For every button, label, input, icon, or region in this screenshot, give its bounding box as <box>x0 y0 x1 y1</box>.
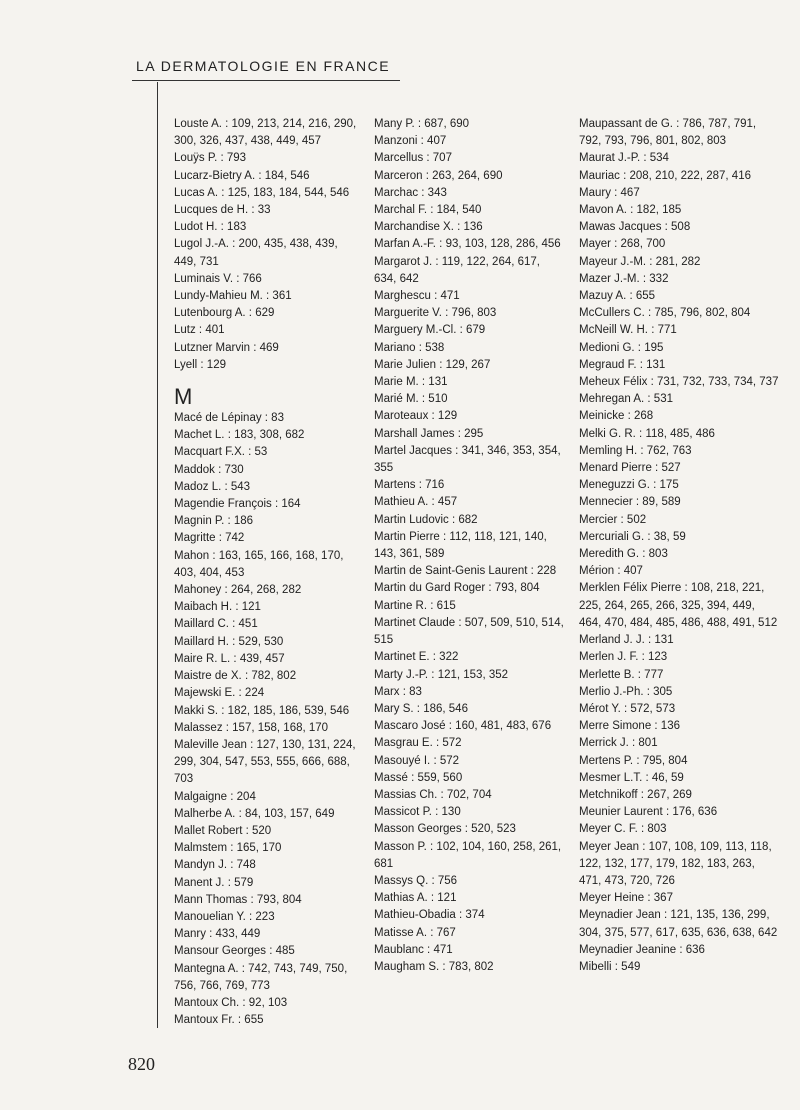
index-entry: Martens : 716 <box>374 479 445 492</box>
index-entry: Mennecier : 89, 589 <box>579 496 681 509</box>
vertical-rule <box>157 82 158 1028</box>
index-entry: Marguerite V. : 796, 803 <box>374 307 497 320</box>
index-entry: Maire R. L. : 439, 457 <box>174 652 285 665</box>
index-entry: Mantegna A. : 742, 743, 749, 750, 756, 766, 769, 773 <box>174 962 348 992</box>
index-entry: Metchnikoff : 267, 269 <box>579 788 692 801</box>
index-entry: Marghescu : 471 <box>374 290 460 303</box>
index-entry: Lucarz-Bietry A. : 184, 546 <box>174 169 310 182</box>
index-entry: Martinet E. : 322 <box>374 651 459 664</box>
index-entry: Mesmer L.T. : 46, 59 <box>579 771 684 784</box>
section-letter: M <box>174 384 193 410</box>
index-entry: Mawas Jacques : 508 <box>579 221 691 234</box>
index-entry: Lucas A. : 125, 183, 184, 544, 546 <box>174 186 350 199</box>
index-entry: Makki S. : 182, 185, 186, 539, 546 <box>174 704 350 717</box>
index-column-2 <box>374 116 564 976</box>
index-entry: Martin Ludovic : 682 <box>374 513 478 526</box>
index-entry: Masson Georges : 520, 523 <box>374 823 516 836</box>
index-entry: Massicot P. : 130 <box>374 806 461 819</box>
index-entry: Marie Julien : 129, 267 <box>374 358 491 371</box>
index-entry: Mérot Y. : 572, 573 <box>579 702 676 715</box>
index-entry: Mandyn J. : 748 <box>174 859 256 872</box>
index-entry: Mercier : 502 <box>579 513 647 526</box>
index-entry: Maillard C. : 451 <box>174 618 258 631</box>
index-entry: Maroteaux : 129 <box>374 410 458 423</box>
index-entry: Merland J. J. : 131 <box>579 634 674 647</box>
index-entry: Mahon : 163, 165, 166, 168, 170, 403, 404, 453 <box>174 549 344 579</box>
index-entry: Martinet Claude : 507, 509, 510, 514, 515 <box>374 616 564 647</box>
index-entry: Mantoux Fr. : 655 <box>174 1014 264 1027</box>
index-entry: Mary S. : 186, 546 <box>374 702 468 715</box>
index-entry: Martin Pierre : 112, 118, 121, 140, 143, 361, 589 <box>374 530 547 561</box>
index-entry: Massys Q. : 756 <box>374 874 458 887</box>
index-entry: Maublanc : 471 <box>374 943 453 956</box>
index-entry: Marty J.-P. : 121, 153, 352 <box>374 668 509 681</box>
index-entry: Martine R. : 615 <box>374 599 456 612</box>
index-entry: Mehregan A. : 531 <box>579 393 673 406</box>
index-entry: Lucques de H. : 33 <box>174 204 271 217</box>
index-entry: Magnin P. : 186 <box>174 515 254 528</box>
index-entry: Martin du Gard Roger : 793, 804 <box>374 582 540 595</box>
index-entry: Mallet Robert : 520 <box>174 824 272 837</box>
index-entry: Maupassant de G. : 786, 787, 791, 792, 793, 796, 801, 802, 803 <box>579 118 757 148</box>
index-entry: Matisse A. : 767 <box>374 926 456 939</box>
index-entry: Marie M. : 131 <box>374 376 448 389</box>
index-entry: Merklen Félix Pierre : 108, 218, 221, 225, 264, 265, 266, 325, 394, 449, 464, 470, 484, 485, 486, 488, 491, 512 <box>579 582 778 629</box>
index-entry: Meredith G. : 803 <box>579 548 668 561</box>
index-entry: Mavon A. : 182, 185 <box>579 204 682 217</box>
index-entry: Luminais V. : 766 <box>174 272 262 285</box>
header-title: LA DERMATOLOGIE EN FRANCE <box>136 58 391 74</box>
index-entry: Manouelian Y. : 223 <box>174 910 275 923</box>
index-entry: Marié M. : 510 <box>374 393 448 406</box>
index-entry: Massé : 559, 560 <box>374 771 463 784</box>
index-entry: Mazer J.-M. : 332 <box>579 272 669 285</box>
index-entry: Merre Simone : 136 <box>579 720 680 733</box>
index-entry: Madoz L. : 543 <box>174 480 251 493</box>
index-entry: Louste A. : 109, 213, 214, 216, 290, 300, 326, 437, 438, 449, 457 <box>174 118 357 148</box>
index-entry: Mibelli : 549 <box>579 960 641 973</box>
index-entry: Macquart F.X. : 53 <box>174 446 268 459</box>
index-entry: Mertens P. : 795, 804 <box>579 754 688 767</box>
index-entry: Merlio J.-Ph. : 305 <box>579 685 673 698</box>
index-entry: Masgrau E. : 572 <box>374 737 462 750</box>
index-entry: Merlen J. F. : 123 <box>579 651 668 664</box>
index-entry: Manry : 433, 449 <box>174 928 261 941</box>
index-entry: Machet L. : 183, 308, 682 <box>174 429 305 442</box>
index-column-1 <box>174 116 359 1029</box>
index-entry: Masouyé I. : 572 <box>374 754 460 767</box>
index-entry: Mansour Georges : 485 <box>174 945 295 958</box>
index-entry: Mann Thomas : 793, 804 <box>174 893 302 906</box>
index-entry: Lutenbourg A. : 629 <box>174 307 275 320</box>
index-entry: Maibach H. : 121 <box>174 601 261 614</box>
index-entry: Marchandise X. : 136 <box>374 221 483 234</box>
index-entry: Malgaigne : 204 <box>174 790 256 803</box>
index-entry: Menard Pierre : 527 <box>579 462 681 475</box>
index-entry: Lutz : 401 <box>174 324 225 337</box>
index-entry: Maleville Jean : 127, 130, 131, 224, 299, 304, 547, 553, 555, 666, 688, 703 <box>174 738 356 786</box>
index-entry: Mascaro José : 160, 481, 483, 676 <box>374 720 552 733</box>
index-entry: Marguery M.-Cl. : 679 <box>374 324 486 337</box>
index-entry: Mariano : 538 <box>374 341 445 354</box>
index-entry: Magritte : 742 <box>174 532 245 545</box>
page-number: 820 <box>128 1054 155 1074</box>
index-entry: Marchac : 343 <box>374 186 447 199</box>
index-entry: Ludot H. : 183 <box>174 221 247 234</box>
index-entry: Meyer C. F. : 803 <box>579 823 667 836</box>
index-entry: Maurat J.-P. : 534 <box>579 152 669 165</box>
index-entry: Mathias A. : 121 <box>374 892 457 905</box>
index-entry: Lugol J.-A. : 200, 435, 438, 439, 449, 731 <box>174 238 338 268</box>
index-entry: Meynadier Jean : 121, 135, 136, 299, 304, 375, 577, 617, 635, 636, 638, 642 <box>579 909 778 939</box>
index-entry: Lutzner Marvin : 469 <box>174 341 279 354</box>
index-entry: Maury : 467 <box>579 186 640 199</box>
index-entry: Marchal F. : 184, 540 <box>374 204 482 217</box>
index-entry: Mérion : 407 <box>579 565 643 578</box>
index-entry: Martin de Saint-Genis Laurent : 228 <box>374 565 557 578</box>
index-entry: Mantoux Ch. : 92, 103 <box>174 996 288 1009</box>
index-entry: Meyer Jean : 107, 108, 109, 113, 118, 122, 132, 177, 179, 182, 183, 263, 471, 473, 720, 726 <box>579 840 772 887</box>
index-entry: Merlette B. : 777 <box>579 668 664 681</box>
index-entry: Maillard H. : 529, 530 <box>174 635 284 648</box>
index-entry: Malmstem : 165, 170 <box>174 842 282 855</box>
index-entry: Lundy-Mahieu M. : 361 <box>174 290 292 303</box>
index-entry: Many P. : 687, 690 <box>374 118 470 130</box>
index-entry: Maistre de X. : 782, 802 <box>174 670 297 683</box>
index-entry: Mercuriali G. : 38, 59 <box>579 530 686 543</box>
index-entry: Malassez : 157, 158, 168, 170 <box>174 721 329 734</box>
index-entry: Marshall James : 295 <box>374 427 484 440</box>
index-entry: Merrick J. : 801 <box>579 737 658 750</box>
index-entry: Marx : 83 <box>374 685 422 698</box>
index-entry: McCullers C. : 785, 796, 802, 804 <box>579 307 751 320</box>
index-entry: Meyer Heine : 367 <box>579 892 673 905</box>
index-entry: Meinicke : 268 <box>579 410 654 423</box>
index-entry: Maugham S. : 783, 802 <box>374 960 494 973</box>
index-entry: Mathieu-Obadia : 374 <box>374 909 485 922</box>
index-entry: Meunier Laurent : 176, 636 <box>579 806 718 819</box>
index-entry: Meheux Félix : 731, 732, 733, 734, 737 <box>579 376 779 389</box>
index-entry: Mathieu A. : 457 <box>374 496 458 509</box>
index-entry: Mahoney : 264, 268, 282 <box>174 584 302 597</box>
index-entry: Manzoni : 407 <box>374 135 447 148</box>
index-entry: Maddok : 730 <box>174 463 244 476</box>
index-entry: Lyell : 129 <box>174 358 226 371</box>
index-entry: Manent J. : 579 <box>174 876 254 889</box>
index-entry: Mauriac : 208, 210, 222, 287, 416 <box>579 169 751 182</box>
index-entry: McNeill W. H. : 771 <box>579 324 677 337</box>
index-entry: Meneguzzi G. : 175 <box>579 479 679 492</box>
index-entry: Louÿs P. : 793 <box>174 152 247 165</box>
index-entry: Marfan A.-F. : 93, 103, 128, 286, 456 <box>374 238 561 251</box>
index-entry: Melki G. R. : 118, 485, 486 <box>579 427 715 440</box>
index-entry: Mayeur J.-M. : 281, 282 <box>579 255 701 268</box>
index-entry: Medioni G. : 195 <box>579 341 664 354</box>
index-entry: Massias Ch. : 702, 704 <box>374 788 492 801</box>
index-entry: Magendie François : 164 <box>174 498 301 511</box>
index-entry: Majewski E. : 224 <box>174 687 265 700</box>
index-entry: Margarot J. : 119, 122, 264, 617, 634, 642 <box>374 255 541 285</box>
index-entry: Macé de Lépinay : 83 <box>174 412 284 425</box>
index-entry: Mazuy A. : 655 <box>579 290 656 303</box>
index-entry: Meynadier Jeanine : 636 <box>579 943 705 956</box>
index-entry: Mayer : 268, 700 <box>579 238 666 251</box>
index-entry: Malherbe A. : 84, 103, 157, 649 <box>174 807 335 820</box>
index-entry: Marcellus : 707 <box>374 152 452 165</box>
index-entry: Megraud F. : 131 <box>579 358 666 371</box>
header-rule <box>132 80 400 81</box>
index-entry: Masson P. : 102, 104, 160, 258, 261, 681 <box>374 840 562 870</box>
index-entry: Martel Jacques : 341, 346, 353, 354, 355 <box>374 444 561 475</box>
index-column-3 <box>579 116 779 976</box>
index-entry: Memling H. : 762, 763 <box>579 444 692 457</box>
index-entry: Marceron : 263, 264, 690 <box>374 169 503 182</box>
